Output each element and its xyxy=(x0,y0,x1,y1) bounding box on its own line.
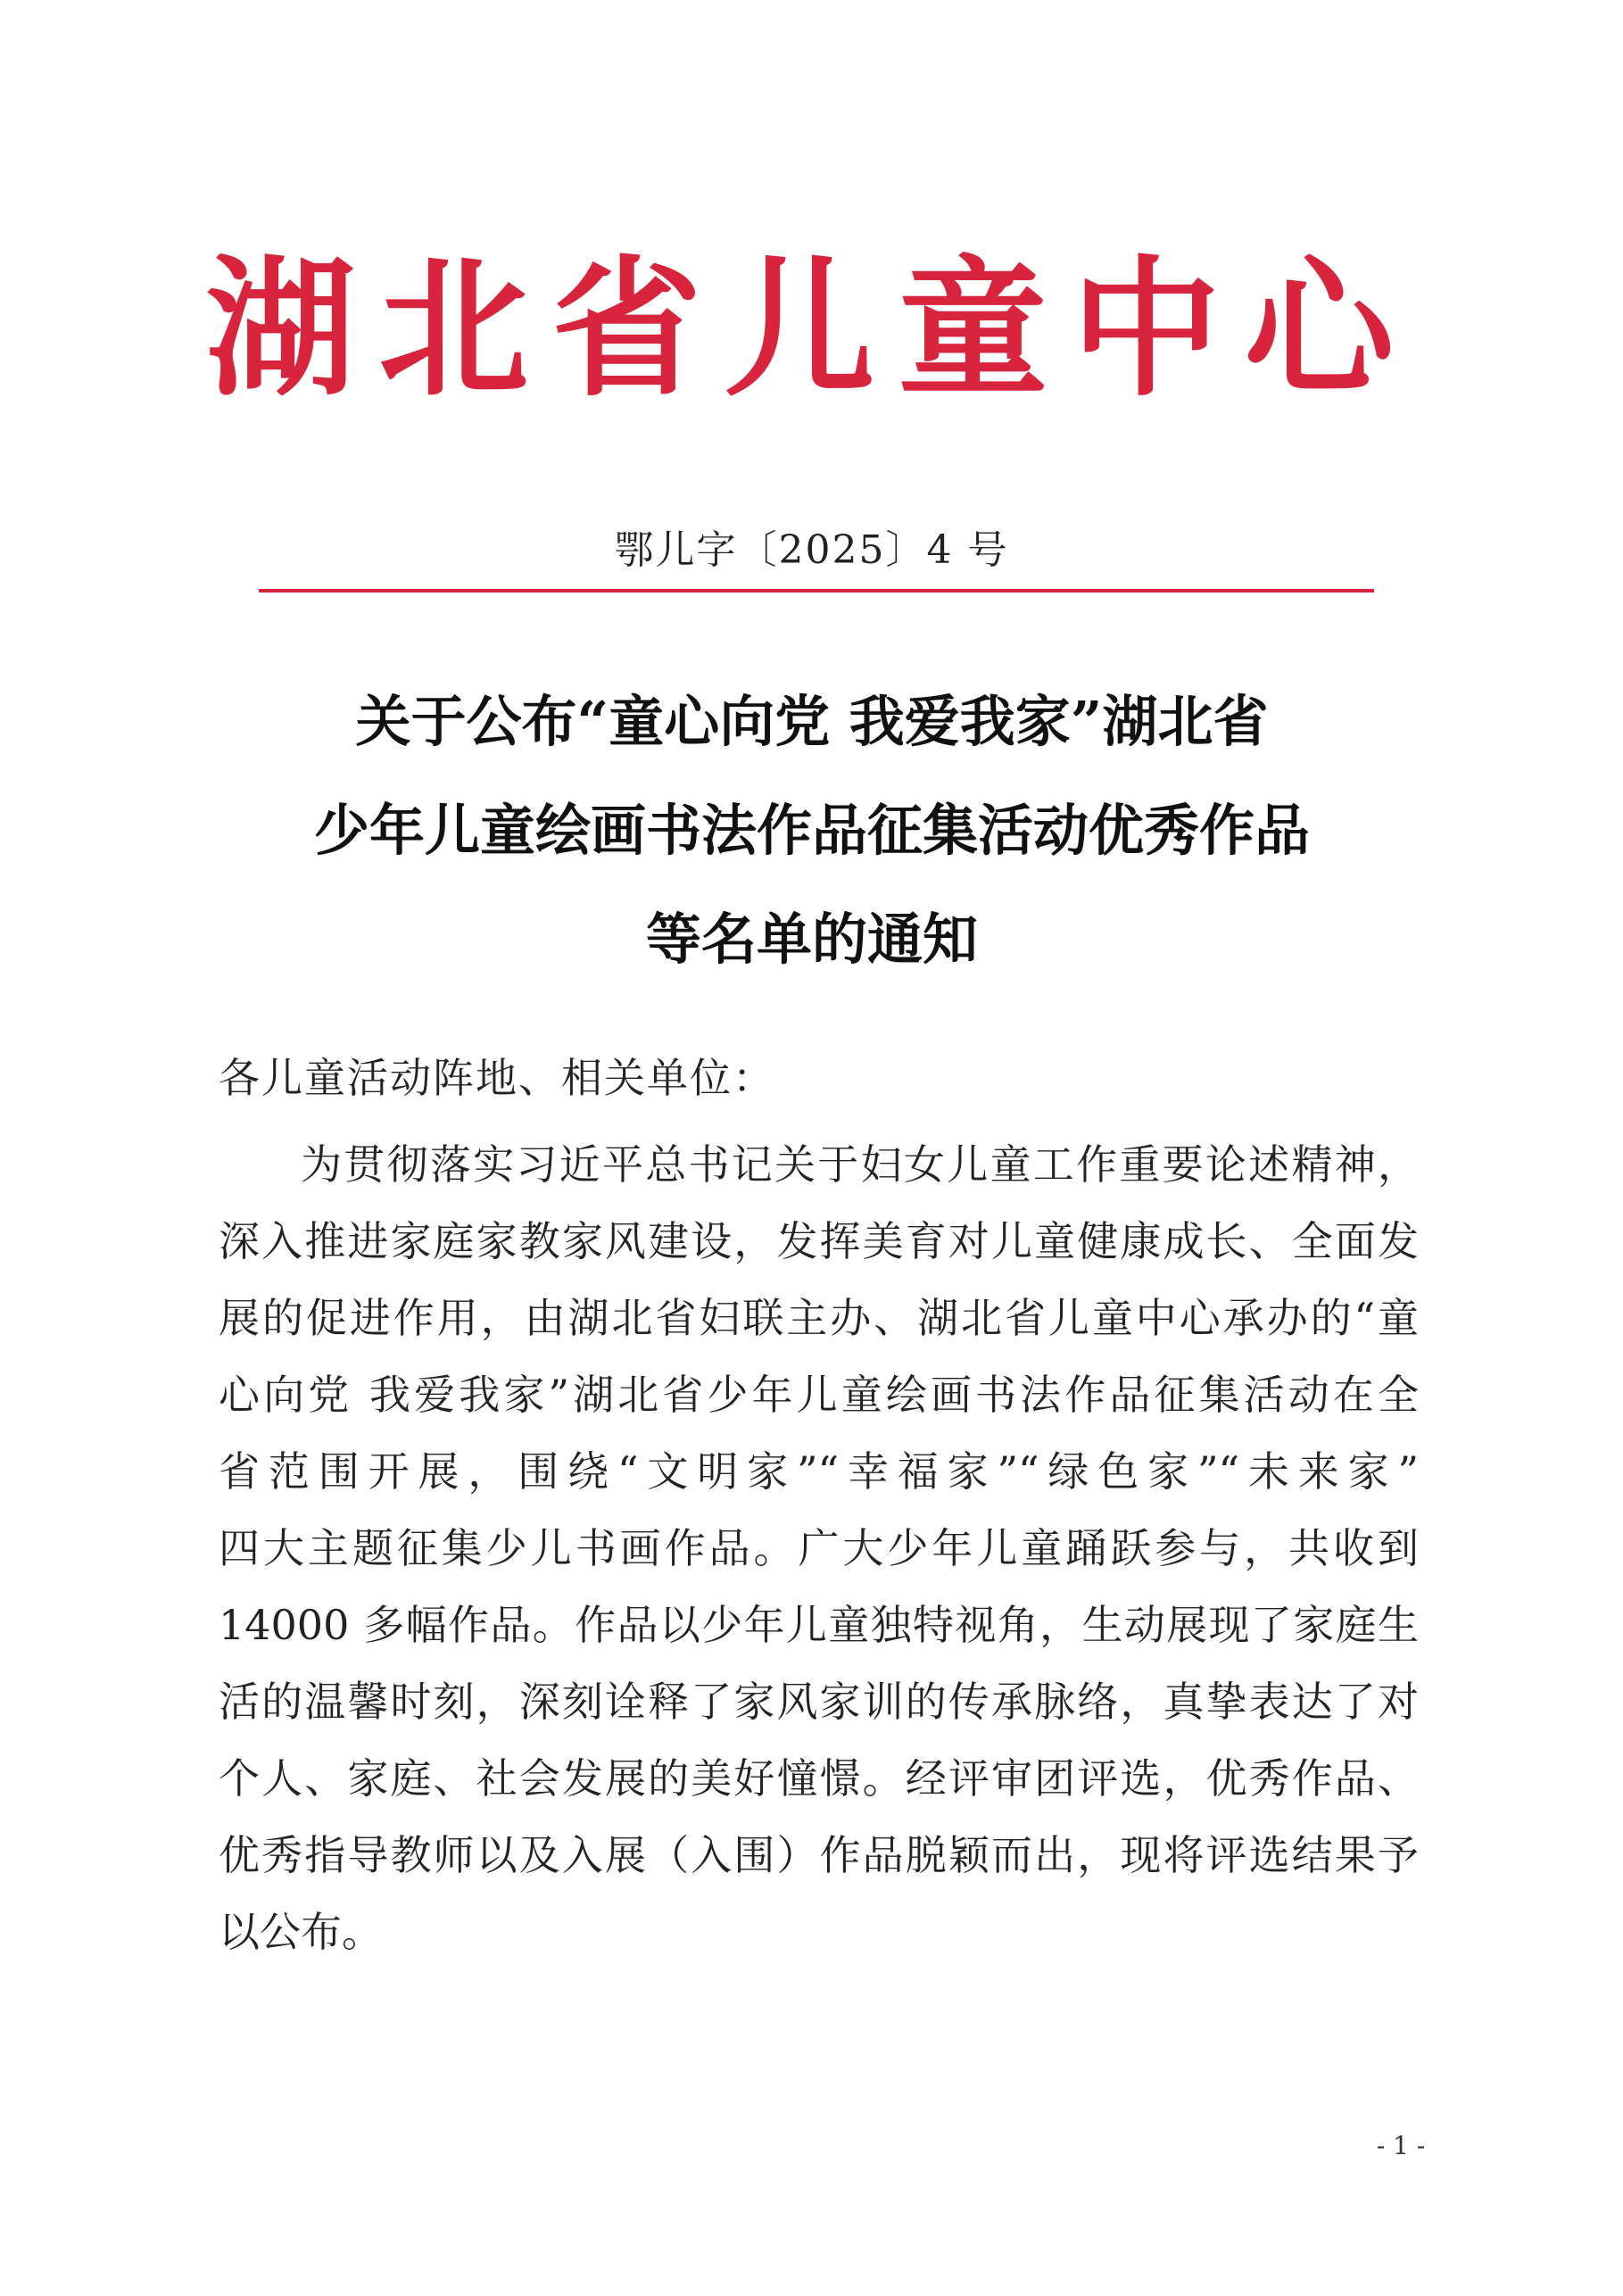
document-number: 鄂儿字〔2025〕4 号 xyxy=(614,527,1009,573)
notice-title-line: 等名单的通知 xyxy=(645,907,978,972)
body-line: 以公布。 xyxy=(219,1908,383,1956)
notice-title xyxy=(178,667,1445,994)
body-line: 深入推进家庭家教家风建设，发挥美育对儿童健康成长、全面发 xyxy=(219,1217,1419,1265)
body-line: 优秀指导教师以及入展（入围）作品脱颖而出，现将评选结果予 xyxy=(219,1831,1419,1879)
body-paragraph xyxy=(219,1126,1419,1970)
body-line: 14000 多幅作品。作品以少年儿童独特视角，生动展现了家庭生 xyxy=(219,1601,1419,1649)
body-line: 为贯彻落实习近平总书记关于妇女儿童工作重要论述精神， xyxy=(301,1140,1419,1189)
notice-title-line: 关于公布“童心向党 我爱我家”湖北省 xyxy=(355,689,1269,754)
notice-title-line: 少年儿童绘画书法作品征集活动优秀作品 xyxy=(313,798,1310,863)
body-line: 个人、家庭、社会发展的美好憧憬。经评审团评选，优秀作品、 xyxy=(219,1754,1419,1803)
body-line: 四大主题征集少儿书画作品。广大少年儿童踊跃参与，共收到 xyxy=(219,1524,1419,1572)
body-line: 活的温馨时刻，深刻诠释了家风家训的传承脉络，真挚表达了对 xyxy=(219,1678,1419,1726)
page-number: - 1 - xyxy=(1376,2131,1426,2160)
body-line: 心向党 我爱我家”湖北省少年儿童绘画书法作品征集活动在全 xyxy=(219,1371,1419,1419)
salutation: 各儿童活动阵地、相关单位： xyxy=(219,1054,775,1102)
red-divider-line xyxy=(259,589,1374,593)
body-line: 展的促进作用，由湖北省妇联主办、湖北省儿童中心承办的“童 xyxy=(219,1294,1419,1342)
masthead-title: 湖北省儿童中心 xyxy=(205,242,1418,417)
body-line: 省范围开展，围绕“文明家”“幸福家”“绿色家”“未来家” xyxy=(219,1447,1419,1496)
